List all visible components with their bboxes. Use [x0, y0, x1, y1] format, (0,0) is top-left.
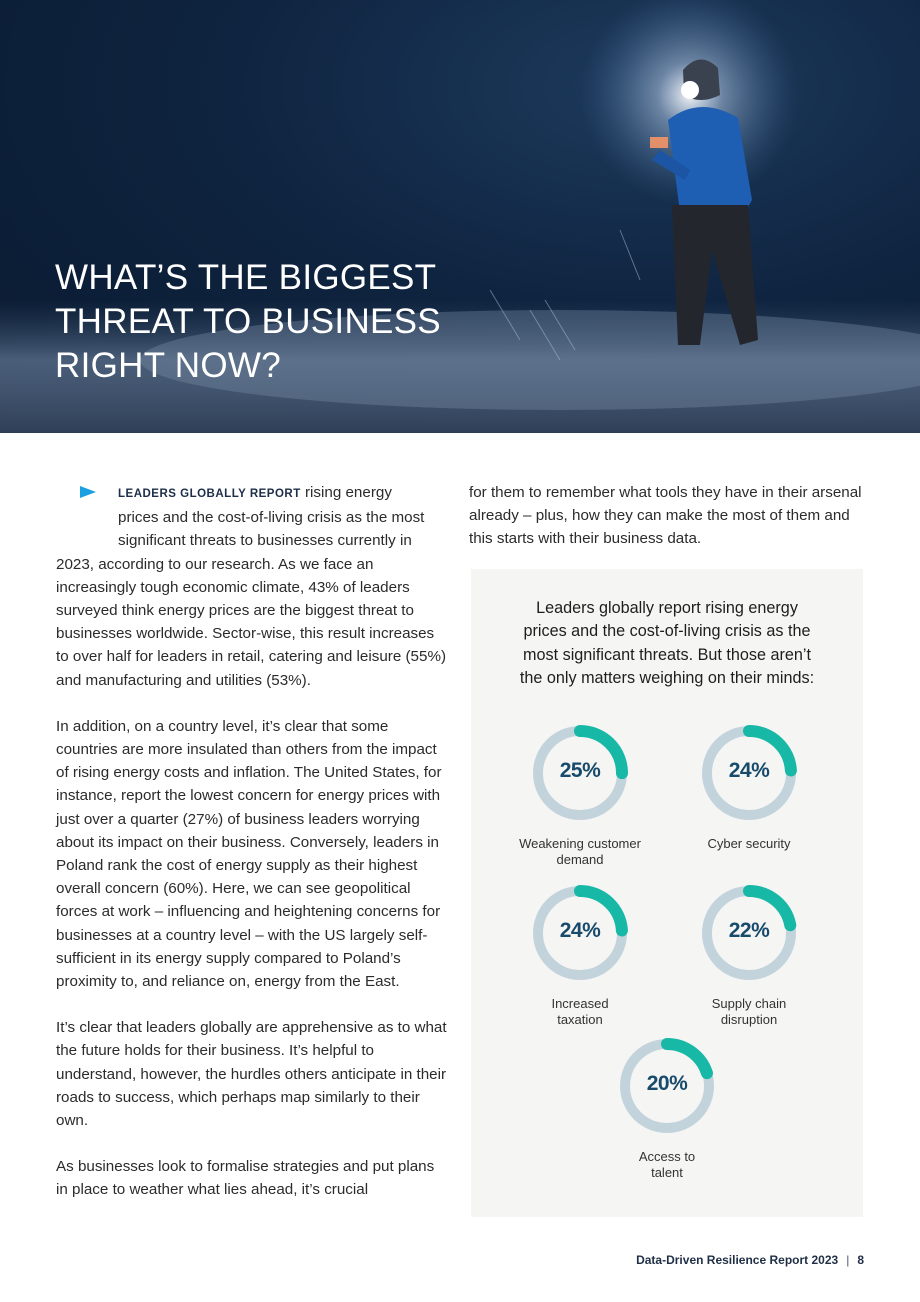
- intro-line: significant threats to businesses currently in: [118, 532, 412, 550]
- stat-label-line: taxation: [557, 1011, 603, 1027]
- stat-label-line: Access to: [638, 1149, 696, 1164]
- page-footer: [636, 1253, 864, 1267]
- stat-value: 24%: [559, 919, 601, 942]
- stat-label: [669, 996, 829, 1027]
- intro-line: prices and the cost-of-living crisis as the most: [118, 509, 425, 527]
- stat-label: [669, 836, 829, 852]
- body-paragraph: As businesses look to formalise strategies and put plans in place to weather what lies ahead, it’s crucial: [56, 1158, 435, 1199]
- stat-label: [500, 836, 660, 867]
- panel-heading-line: prices and the cost-of-living crisis as the: [523, 622, 811, 641]
- title-line: THREAT TO BUSINESS: [55, 302, 441, 341]
- intro-body: 2023, according to our research. As we face an increasingly tough economic climate, 43% of leaders surveyed think energy prices are the biggest threat to businesses worldwide. Sector-wise, this result increases to over half for leaders in retail, catering and leisure (55%) and manufacturing and utilities (53%).: [56, 555, 447, 689]
- stat-increased-taxation: [500, 883, 660, 1027]
- right-column: [469, 481, 869, 551]
- stat-label-line: demand: [556, 851, 604, 867]
- panel-heading-line: Leaders globally report rising energy: [536, 599, 798, 617]
- page-title: [55, 256, 475, 388]
- stat-label-line: Cyber security: [707, 836, 791, 851]
- intro-line: rising energy: [300, 484, 392, 501]
- stat-value: 20%: [646, 1072, 688, 1095]
- intro-paragraph: [56, 481, 450, 692]
- stats-panel: [471, 569, 863, 1217]
- body-paragraph: It’s clear that leaders globally are apprehensive as to what the future holds for their business. It’s helpful to understand, however, the hurdles others anticipate in their roads to success, which perhaps map similarly to their own.: [56, 1019, 447, 1130]
- hero-banner: [0, 0, 920, 433]
- stat-value: 24%: [728, 759, 770, 782]
- body-paragraph: for them to remember what tools they have in their arsenal already – plus, how they can make the most of them and this starts with their business data.: [469, 484, 862, 548]
- stat-label-line: Weakening customer: [519, 836, 641, 851]
- kicker-text: LEADERS GLOBALLY REPORT: [118, 488, 301, 500]
- stat-label-line: Increased: [551, 996, 609, 1011]
- stat-label: [500, 996, 660, 1027]
- stat-label-line: disruption: [720, 1011, 778, 1027]
- stat-value: 22%: [728, 919, 770, 942]
- title-line: RIGHT NOW?: [55, 346, 281, 385]
- body-paragraph: In addition, on a country level, it’s clear that some countries are more insulated than others from the impact of rising energy costs and inflation. The United States, for instance, report the lowest concern for energy prices with just over a quarter (27%) of business leaders worrying about its impact on their business. Conversely, leaders in Poland rank the cost of energy supply as their highest overall concern (60%). Here, we can see geopolitical forces at work – influencing and heightening concerns for businesses at a country level – with the US largely self-sufficient in its energy supply compared to Poland’s proximity to, and reliance on, energy from the East.: [56, 717, 442, 991]
- panel-heading: [471, 597, 863, 691]
- stat-access-to-talent: [587, 1036, 747, 1180]
- title-line: WHAT’S THE BIGGEST: [55, 258, 437, 297]
- stat-weakening-demand: [500, 723, 660, 867]
- report-name: Data-Driven Resilience Report 2023: [636, 1253, 839, 1267]
- page-number: 8: [857, 1253, 864, 1267]
- stat-label-line: talent: [651, 1164, 683, 1180]
- stat-label-line: Supply chain: [711, 996, 787, 1011]
- panel-heading-line: most significant threats. But those aren’t: [523, 645, 811, 664]
- panel-heading-line: the only matters weighing on their minds:: [519, 669, 815, 688]
- stat-value: 25%: [559, 759, 601, 782]
- stat-label: [587, 1149, 747, 1180]
- footer-separator: |: [846, 1253, 850, 1267]
- stat-supply-chain: [669, 883, 829, 1027]
- triangle-arrow-icon: [80, 486, 96, 498]
- left-column: [56, 481, 450, 1202]
- stat-cyber-security: [669, 723, 829, 852]
